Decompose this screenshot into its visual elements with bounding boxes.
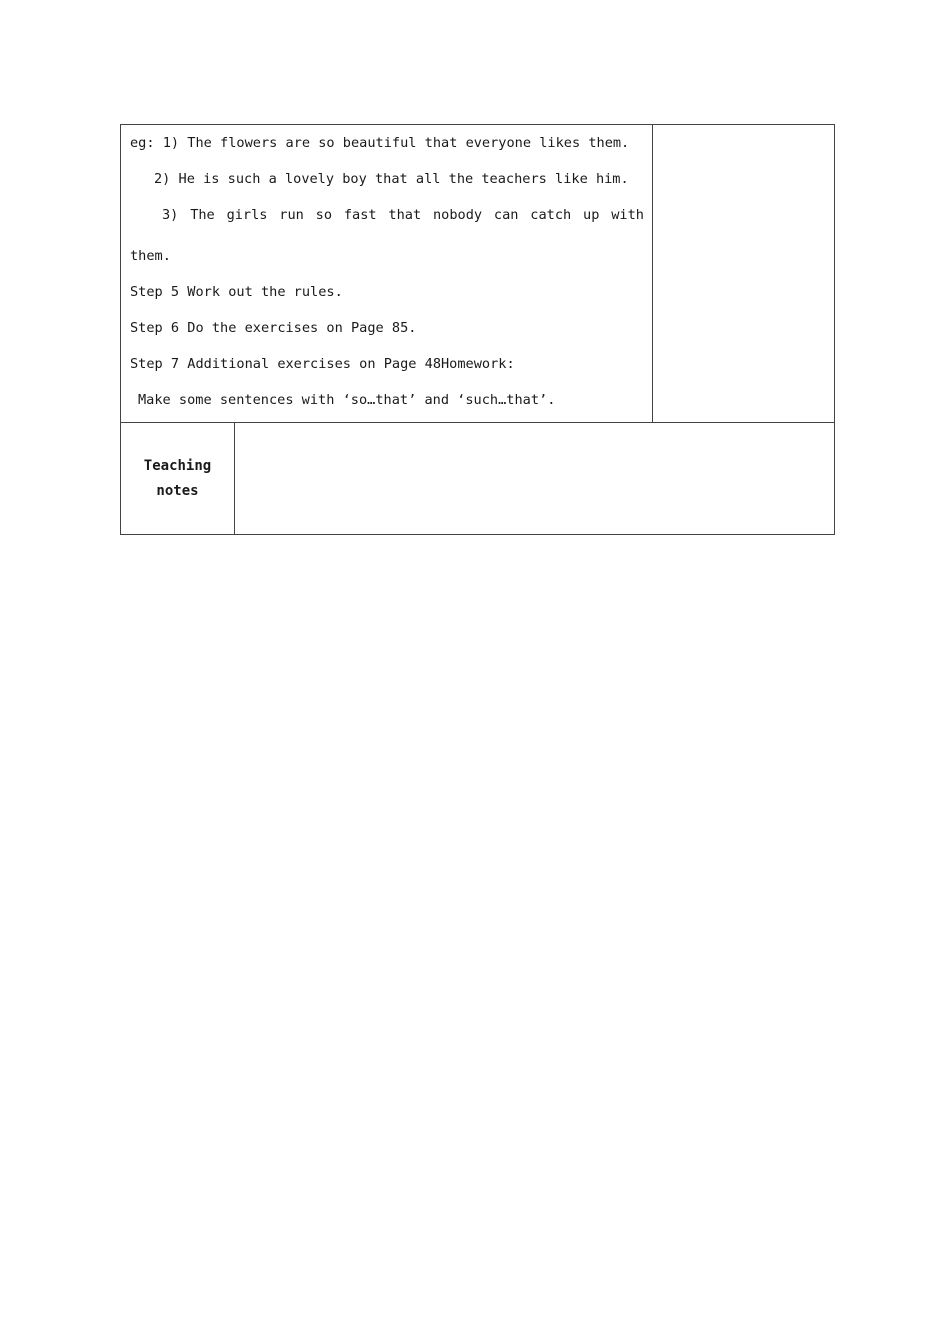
step-6: Step 6 Do the exercises on Page 85. bbox=[130, 320, 417, 336]
example3-word: with bbox=[611, 207, 644, 223]
notes-label-line-1: Teaching bbox=[143, 457, 212, 474]
teaching-notes-label bbox=[121, 454, 234, 504]
notes-content-cell bbox=[235, 423, 835, 535]
side-blank-cell bbox=[653, 125, 835, 423]
example-1: 1) The flowers are so beautiful that everyone likes them. bbox=[162, 135, 630, 151]
notes-label-cell bbox=[121, 423, 235, 535]
example3-word: girls bbox=[226, 207, 268, 223]
example-line-2: 2) He is such a lovely boy that all the teachers like him. bbox=[154, 171, 629, 187]
procedure-row bbox=[121, 125, 835, 423]
lesson-table bbox=[120, 124, 835, 535]
step-5: Step 5 Work out the rules. bbox=[130, 284, 343, 300]
homework-text: Make some sentences with ‘so…that’ and ‘such…that’. bbox=[138, 392, 556, 408]
procedure-cell bbox=[121, 125, 653, 423]
procedure-content bbox=[121, 125, 652, 422]
example3-word: can bbox=[493, 207, 519, 223]
example3-word: that bbox=[388, 207, 422, 223]
example3-word: The bbox=[190, 207, 215, 223]
example3-word: nobody bbox=[432, 207, 483, 223]
example3-word: up bbox=[583, 207, 600, 223]
example-line-1 bbox=[130, 129, 644, 165]
example3-word: 3) bbox=[162, 207, 179, 223]
example3-word: so bbox=[315, 207, 333, 223]
step-7: Step 7 Additional exercises on Page 48Homework: bbox=[130, 356, 515, 372]
example-line-3-cont: them. bbox=[130, 248, 171, 264]
example-prefix: eg: bbox=[130, 135, 155, 151]
example3-word: fast bbox=[343, 207, 377, 223]
example-line-3 bbox=[130, 201, 644, 242]
notes-label-line-2: notes bbox=[156, 482, 199, 499]
example3-word: run bbox=[279, 207, 304, 223]
notes-row bbox=[121, 423, 835, 535]
example3-word: catch bbox=[530, 207, 572, 223]
